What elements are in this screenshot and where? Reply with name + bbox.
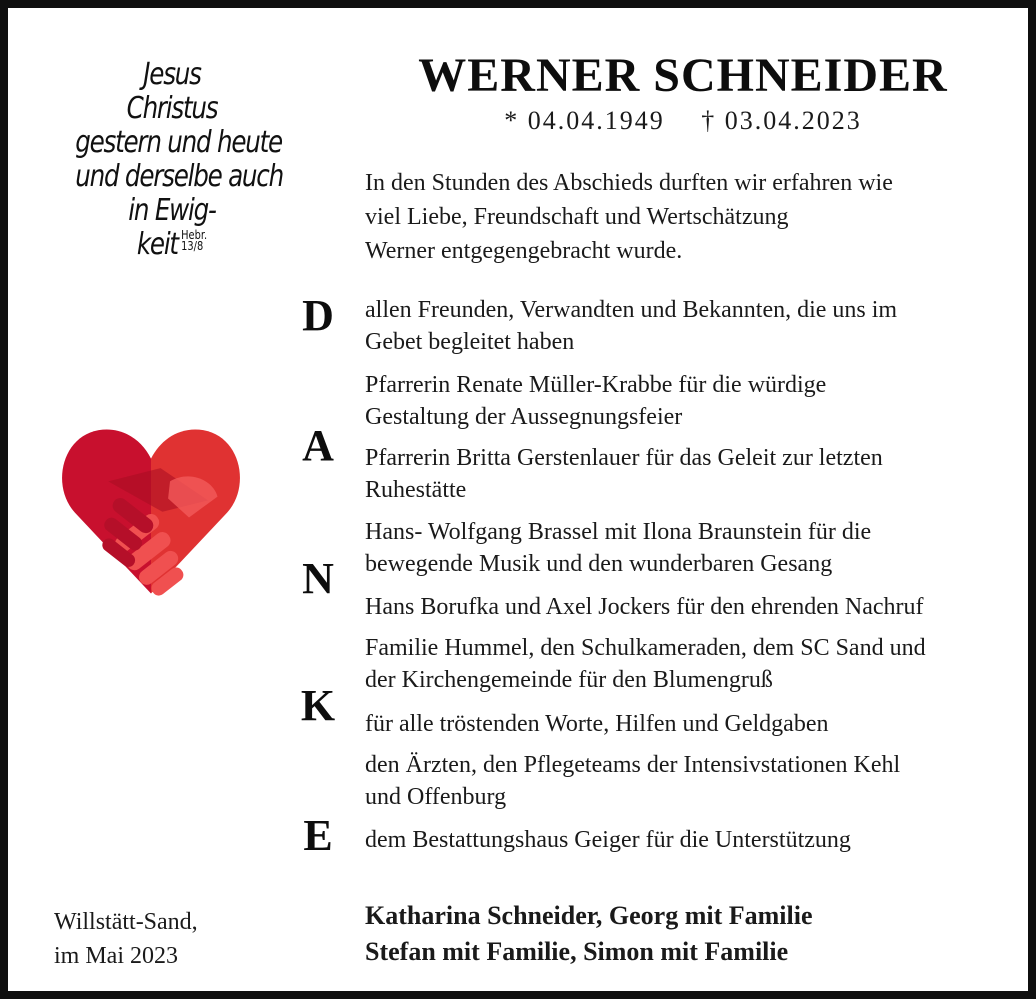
place-line: im Mai 2023 <box>54 943 178 969</box>
thanks-entry <box>365 591 1025 623</box>
death-date: † 03.04.2023 <box>701 106 862 135</box>
signature-block <box>365 898 1025 970</box>
heart-handshake-icon <box>56 413 246 603</box>
signature-line: Stefan mit Familie, Simon mit Familie <box>365 937 789 966</box>
verse-line-text: keit <box>136 227 178 262</box>
scripture-verse <box>75 57 283 262</box>
thanks-entry <box>365 749 1025 813</box>
thanks-line: der Kirchengemeinde für den Blumengruß <box>365 667 773 693</box>
verse-line: und derselbe auch <box>75 159 283 194</box>
thanks-line: Gebet begleitet haben <box>365 329 575 355</box>
verse-line: Jesus <box>143 57 201 92</box>
thanks-entry <box>365 442 1025 506</box>
danke-letter-a: A <box>302 421 334 470</box>
thanks-line: Pfarrerin Britta Gerstenlauer für das Geleit zur letzten <box>365 445 883 471</box>
life-dates <box>338 106 1028 136</box>
place-and-date <box>54 905 198 973</box>
verse-line: gestern und heute <box>75 125 282 160</box>
verse-line: in Ewig- <box>128 193 216 228</box>
thanks-line: und Offenburg <box>365 784 507 810</box>
thanks-line: Hans- Wolfgang Brassel mit Ilona Braunstein für die <box>365 519 872 545</box>
thanks-entry <box>365 516 1025 580</box>
danke-letter-k: K <box>300 681 336 730</box>
thanks-line: Gestaltung der Aussegnungsfeier <box>365 404 683 430</box>
verse-line <box>75 228 269 262</box>
danke-letter-e: E <box>303 811 333 860</box>
thanks-line: den Ärzten, den Pflegeteams der Intensivstationen Kehl <box>365 752 901 778</box>
danke-letter-d: D <box>302 291 334 340</box>
thanks-line: Ruhestätte <box>365 477 467 503</box>
signature-line: Katharina Schneider, Georg mit Familie <box>365 901 813 930</box>
intro-text <box>365 166 1005 268</box>
danke-letter-n: N <box>302 554 334 603</box>
intro-line: In den Stunden des Abschieds durften wir erfahren wie <box>365 170 893 196</box>
verse-line: Christus <box>126 91 218 126</box>
thanks-entry <box>365 708 1025 740</box>
thanks-line: Familie Hummel, den Schulkameraden, dem SC Sand und <box>365 635 926 661</box>
deceased-name: WERNER SCHNEIDER <box>418 49 948 102</box>
birth-date: * 04.04.1949 <box>504 106 665 135</box>
thanks-line: allen Freunden, Verwandten und Bekannten, die uns im <box>365 297 898 323</box>
thanks-entry <box>365 369 1025 433</box>
thanks-entry <box>365 632 1025 696</box>
intro-line: Werner entgegengebracht wurde. <box>365 238 683 264</box>
thanks-line: bewegende Musik und den wunderbaren Gesang <box>365 551 833 577</box>
thanks-line: Pfarrerin Renate Müller-Krabbe für die würdige <box>365 372 827 398</box>
thanks-line: für alle tröstenden Worte, Hilfen und Geldgaben <box>365 711 829 737</box>
place-line: Willstätt-Sand, <box>54 909 198 935</box>
thanks-line: dem Bestattungshaus Geiger für die Unterstützung <box>365 827 851 853</box>
thanks-entry <box>365 824 1025 856</box>
thanks-line: Hans Borufka und Axel Jockers für den ehrenden Nachruf <box>365 594 924 620</box>
intro-line: viel Liebe, Freundschaft und Wertschätzung <box>365 204 789 230</box>
verse-reference: Hebr. 13/8 <box>181 228 208 253</box>
thanks-entry <box>365 294 1025 358</box>
